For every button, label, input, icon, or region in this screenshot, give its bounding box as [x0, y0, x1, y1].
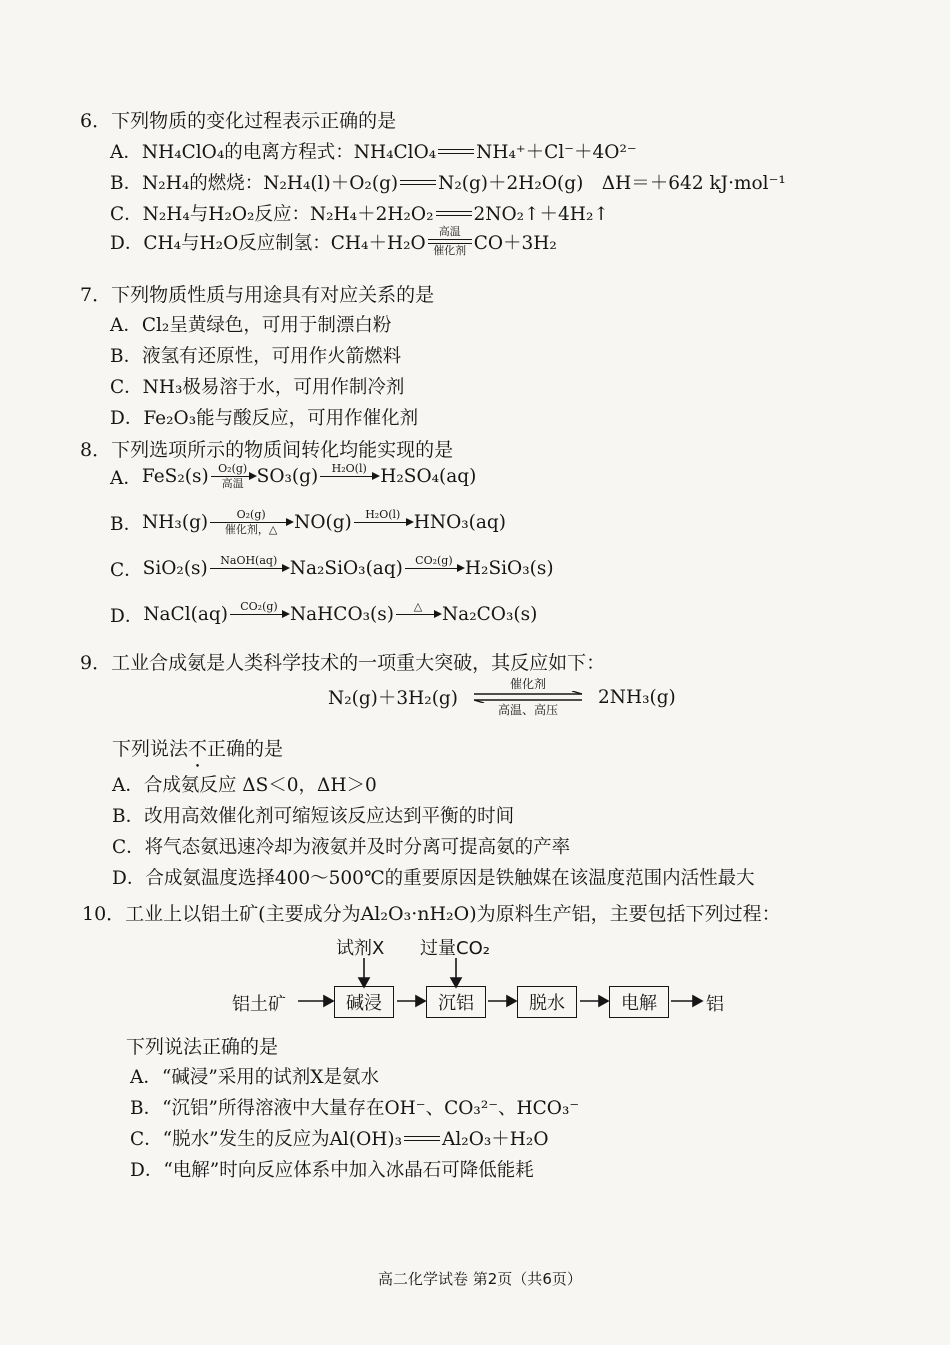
q10-option-d: D．“电解”时向反应体系中加入冰晶石可降低能耗: [130, 1160, 534, 1181]
arrow-top-text: O₂(g): [236, 508, 266, 521]
q6-a-pre: NH₄ClO₄的电离方程式：NH₄ClO₄: [141, 142, 437, 163]
flow-step-3: 脱水: [517, 986, 577, 1018]
q10-option-b: B．“沉铝”所得溶液中大量存在OH⁻、CO₃²⁻、HCO₃⁻: [130, 1098, 580, 1119]
q6-a-label: A．: [110, 142, 142, 163]
q8-c-s2: Na₂SiO₃(aq): [289, 558, 403, 579]
condition-bottom: 催化剂: [433, 244, 467, 257]
q8-a-s2: SO₃(g): [256, 466, 319, 487]
reagent-x-label: 试剂X: [336, 938, 385, 959]
q6-d-post: CO＋3H₂: [473, 232, 557, 254]
page-footer: 高二化学试卷 第2页（共6页）: [378, 1270, 582, 1288]
q7-option-d: D．Fe₂O₃能与酸反应，可用作催化剂: [110, 408, 419, 429]
flow-start: 铝土矿: [232, 994, 286, 1015]
q9-eq-bottom: 高温、高压: [497, 703, 558, 717]
q9-option-a: A．合成氨反应 ΔS＜0，ΔH＞0: [112, 775, 377, 796]
q9-option-c: C．将气态氨迅速冷却为液氨并及时分离可提高氨的产率: [112, 837, 571, 858]
q9-option-d: D．合成氨温度选择400～500℃的重要原因是铁触媒在该温度范围内活性最大: [112, 868, 755, 889]
equals-sign-icon: [404, 1134, 440, 1142]
q8-a-s3: H₂SO₄(aq): [380, 466, 477, 487]
q8-c-s3: H₂SiO₃(s): [464, 558, 554, 579]
q10-c-post: Al₂O₃＋H₂O: [442, 1129, 549, 1150]
q7-option-c: C．NH₃极易溶于水，可用作制冷剂: [110, 377, 405, 398]
q8-c-label: C．: [110, 559, 143, 581]
q6-b-post: N₂(g)＋2H₂O(g) ΔH＝＋642 kJ·mol⁻¹: [438, 173, 786, 194]
arrow-top-text: CO₂(g): [240, 600, 278, 613]
q8-b-s2: NO(g): [294, 512, 352, 533]
q9-eq-top: 催化剂: [509, 677, 546, 691]
q8-stem: 8．下列选项所示的物质间转化均能实现的是: [80, 439, 454, 461]
condition-top: 高温: [438, 225, 461, 238]
q10-stem: 10．工业上以铝土矿(主要成分为Al₂O₃·nH₂O)为原料生产铝，主要包括下列过程：: [82, 903, 781, 925]
q6-d-pre: CH₄与H₂O反应制氢：CH₄＋H₂O: [143, 232, 426, 254]
q8-a-s1: FeS₂(s): [141, 466, 209, 487]
q7-option-a: A．Cl₂呈黄绿色，可用于制漂白粉: [110, 315, 392, 336]
flow-step-4: 电解: [609, 986, 669, 1018]
q6-b-pre: N₂H₄的燃烧：N₂H₄(l)＋O₂(g): [142, 173, 399, 194]
q10-option-c: [130, 1125, 549, 1151]
q9-eq-left: N₂(g)＋3H₂(g): [328, 688, 458, 709]
q8-d-s1: NaCl(aq): [143, 604, 228, 625]
q8-a-label: A．: [110, 467, 142, 489]
arrow-top-text: △: [413, 600, 423, 613]
arrow-top-text: NaOH(aq): [220, 554, 278, 567]
q8-c-s1: SiO₂(s): [142, 558, 208, 579]
q8-d-s2: NaHCO₃(s): [289, 604, 394, 625]
flow-end: 铝: [706, 994, 724, 1015]
q9-sub-emphasis: 不: [188, 738, 208, 760]
arrow-top-text: H₂O(l): [365, 508, 401, 521]
q6-c-post: 2NO₂↑＋4H₂↑: [473, 204, 609, 225]
q9-eq-right: 2NH₃(g): [597, 686, 676, 708]
q6-d-label: D．: [110, 232, 144, 254]
q10-c-pre: C．“脱水”发生的反应为Al(OH)₃: [130, 1129, 402, 1150]
q6-c-pre: N₂H₄与H₂O₂反应：N₂H₄＋2H₂O₂: [142, 204, 434, 225]
q6-stem: 6．下列物质的变化过程表示正确的是: [80, 110, 397, 132]
q9-sub-post: 正确的是: [207, 738, 284, 760]
q6-b-label: B．: [110, 173, 143, 194]
q8-b-s3: HNO₃(aq): [413, 512, 506, 533]
q9-sub-pre: 下列说法: [112, 738, 189, 760]
arrow-bottom-text: 催化剂，△: [224, 523, 278, 536]
q8-b-label: B．: [110, 513, 143, 535]
q8-d-s3: Na₂CO₃(s): [441, 604, 538, 625]
reagent-co2-label: 过量CO₂: [420, 938, 490, 959]
q6-c-label: C．: [110, 204, 143, 225]
q9-option-b: B．改用高效催化剂可缩短该反应达到平衡的时间: [112, 806, 515, 827]
q8-b-s1: NH₃(g): [142, 512, 209, 533]
q6-a-post: NH₄⁺＋Cl⁻＋4O²⁻: [476, 142, 637, 163]
arrow-top-text: CO₂(g): [415, 554, 453, 567]
q9-stem: 9．工业合成氨是人类科学技术的一项重大突破，其反应如下：: [80, 652, 606, 674]
arrow-bottom-text: 高温: [221, 477, 244, 490]
q7-option-b: B．液氢有还原性，可用作火箭燃料: [110, 346, 402, 367]
arrow-top-text: O₂(g): [218, 462, 248, 475]
q7-stem: 7．下列物质性质与用途具有对应关系的是: [80, 284, 435, 306]
q10-option-a: A．“碱浸”采用的试剂X是氨水: [130, 1067, 379, 1088]
flow-step-2: 沉铝: [426, 986, 486, 1018]
q10-sub-question: 下列说法正确的是: [126, 1036, 279, 1058]
flow-step-1: 碱浸: [334, 986, 394, 1018]
arrow-top-text: H₂O(l): [331, 462, 367, 475]
q8-d-label: D．: [110, 605, 144, 627]
